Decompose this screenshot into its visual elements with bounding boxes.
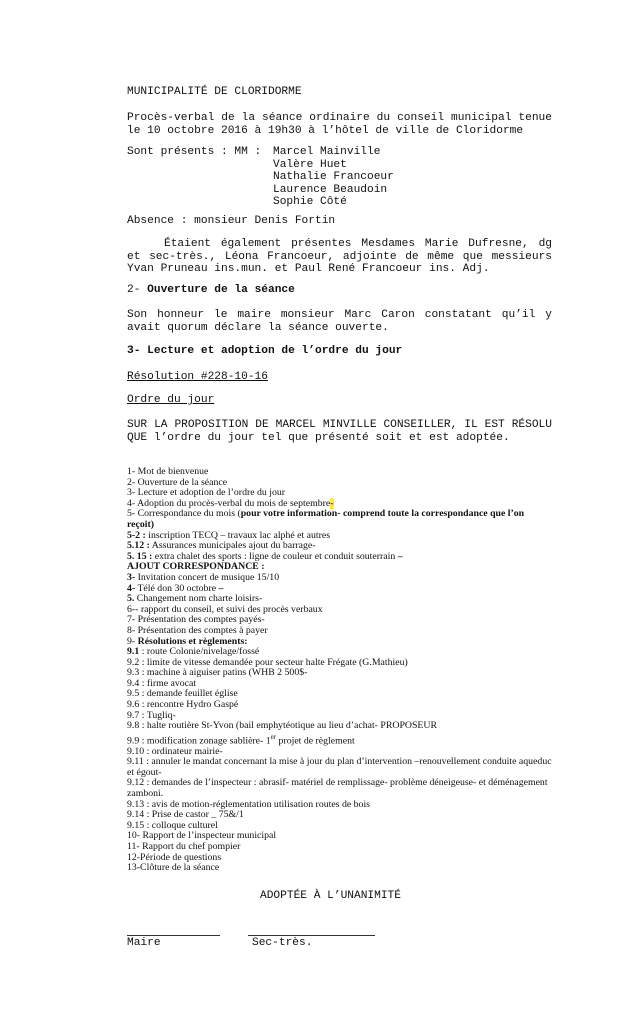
agenda-heading: Ordre du jour xyxy=(127,394,215,406)
agenda-item: 3- Lecture et adoption de l’ordre du jour xyxy=(127,487,286,499)
agenda-list xyxy=(127,467,552,874)
resolution-item: 9.4 : firme avocat xyxy=(127,677,197,689)
intro-paragraph: Procès-verbal de la séance ordinaire du conseil municipal tenue le 10 octobre 2016 à 19h30 à l’hôtel de ville de Cloridorme xyxy=(127,112,552,137)
present-name: Valère Huet xyxy=(273,158,347,171)
present-name: Marcel Mainville xyxy=(273,146,381,158)
resolution-item: 9.10 : ordinateur mairie- xyxy=(127,745,223,757)
resolution-item: 9.13 : avis de motion-réglementation utilisation routes de bois xyxy=(127,798,370,810)
agenda-item: 6-- rapport du conseil, et suivi des procès verbaux xyxy=(127,603,323,615)
correspondence-text: Télé don 30 octobre xyxy=(135,582,219,594)
agenda-item: 2- Ouverture de la séance xyxy=(127,476,228,488)
agenda-item: 1- Mot de bienvenue xyxy=(127,466,209,477)
correspondence-text: Changement nom charte loisirs- xyxy=(134,593,263,605)
agenda-item: 8- Présentation des comptes à payer xyxy=(127,624,268,636)
resolution-item: 9.3 : machine à aiguiser patins (WHB 2 500$- xyxy=(127,667,308,679)
present-name: Sophie Côté xyxy=(273,196,347,208)
agenda-item: 11- Rapport du chef pompier xyxy=(127,841,241,853)
absence-line: Absence : monsieur Denis Fortin xyxy=(127,215,336,227)
resolution-item: 9.6 : rencontre Hydro Gaspé xyxy=(127,699,239,711)
section-2-number: 2- xyxy=(127,284,148,296)
correspondence-text: extra chalet des sports : ligne de couleur et conduit souterrain xyxy=(152,550,398,562)
resolution-item: 9.2 : limite de vitesse demandée pour secteur halte Frégate (G.Mathieu) xyxy=(127,656,408,668)
agenda-item: 10- Rapport de l’inspecteur municipal xyxy=(127,830,277,842)
correspondence-dash: – xyxy=(218,582,224,594)
resolution-number: Résolution #228-10-16 xyxy=(127,371,268,383)
present-name: Nathalie Francoeur xyxy=(273,171,394,183)
adopted-unanimously: ADOPTÉE À L’UNANIMITÉ xyxy=(260,890,401,902)
secretary-signature-label: Sec-très. xyxy=(252,937,313,949)
resolution-item: 9.11 : annuler le mandat concernant la mise à jour du plan d’intervention –renouvellement conduite aqueduc et égout- xyxy=(127,756,552,778)
correspondence-number: 5. xyxy=(127,593,135,605)
agenda-item-bold: Résolutions et règlements: xyxy=(137,635,248,647)
correspondence-dash: – xyxy=(397,550,403,562)
resolution-item: 9.15 : colloque culturel xyxy=(127,819,218,831)
agenda-item xyxy=(127,509,552,530)
resolution-item-text: : route Colonie/nivelage/fossé xyxy=(139,646,260,658)
section-2-title: Ouverture de la séance xyxy=(147,284,295,296)
resolution-item-number: 9.1 xyxy=(127,646,140,658)
present-name: Laurence Beaudoin xyxy=(273,183,388,196)
correspondence-text: Invitation concert de musique 15/10 xyxy=(135,571,280,583)
resolution-item: 9.5 : demande feuillet église xyxy=(127,688,238,700)
resolution-item: 9.12 : demandes de l’inspecteur : abrasif- matériel de remplissage- problème déneigeuse- et déménagement zamboni. xyxy=(127,777,548,800)
correspondence-text: Assurances municipales ajout du barrage- xyxy=(149,540,316,552)
correspondence-text: inscription TECQ – travaux lac alphé et autres xyxy=(145,529,331,541)
correspondence-number: 4- xyxy=(127,582,136,594)
resolution-item: 9.7 : Tugliq- xyxy=(127,709,176,721)
agenda-item-text: 4- Adoption du procès-verbal du mois de septembre xyxy=(127,497,331,509)
correspondence-number: 5-2 : xyxy=(127,529,146,541)
correspondence-number: 5. 15 : xyxy=(127,550,153,562)
agenda-item: 13-Clôture de la séance xyxy=(127,862,220,874)
agenda-item-text: 9- xyxy=(127,635,138,647)
correspondence-number: 3- xyxy=(127,571,136,583)
proposal-paragraph: SUR LA PROPOSITION DE MARCEL MINVILLE CONSEILLER, IL EST RÉSOLU QUE l’ordre du jour tel que présenté soit et est adoptée. xyxy=(127,419,552,444)
agenda-item: 7- Présentation des comptes payés- xyxy=(127,614,265,626)
resolution-item-text: projet de règlement xyxy=(276,735,355,747)
mayor-signature-label: Maire xyxy=(127,937,161,949)
correspondence-number: 5.12 : xyxy=(127,540,150,552)
added-correspondence-heading: AJOUT CORRESPONDANCE : xyxy=(127,561,265,573)
also-present-paragraph: Étaient également présentes Mesdames Marie Dufresne, dg et sec-très., Léona Francoeur, adjointe de même que messieurs Yvan Pruneau ins.mun. et Paul René Francoeur ins. Adj. xyxy=(127,238,552,275)
mayor-signature-line xyxy=(127,935,220,936)
secretary-signature-line xyxy=(248,935,375,936)
resolution-item-text: 9.9 : modification zonage sablière- 1 xyxy=(127,735,271,747)
municipality-heading: MUNICIPALITÉ DE CLORIDORME xyxy=(127,86,302,98)
resolution-item xyxy=(127,732,552,747)
present-list xyxy=(273,146,394,209)
highlight-mark: - xyxy=(330,497,334,509)
agenda-item: 12-Période de questions xyxy=(127,851,222,863)
agenda-item-bold: pour votre information- comprend toute la correspondance que l’on reçoit) xyxy=(127,508,525,530)
present-label: Sont présents : MM : xyxy=(127,146,262,158)
section-3-heading: 3- Lecture et adoption de l’ordre du jour xyxy=(127,345,403,357)
resolution-item: 9.8 : halte routière St-Yvon (bail emphytéotique au lieu d’achat- PROPOSEUR xyxy=(127,720,438,732)
agenda-item-text: 5- Correspondance du mois ( xyxy=(127,508,241,520)
resolution-item: 9.14 : Prise de castor _ 75&/1 xyxy=(127,809,244,821)
section-2-body: Son honneur le maire monsieur Marc Caron constatant qu’il y avait quorum déclare la séance ouverte. xyxy=(127,309,552,334)
ordinal-superscript: er xyxy=(270,732,277,741)
section-2-heading xyxy=(127,284,552,297)
